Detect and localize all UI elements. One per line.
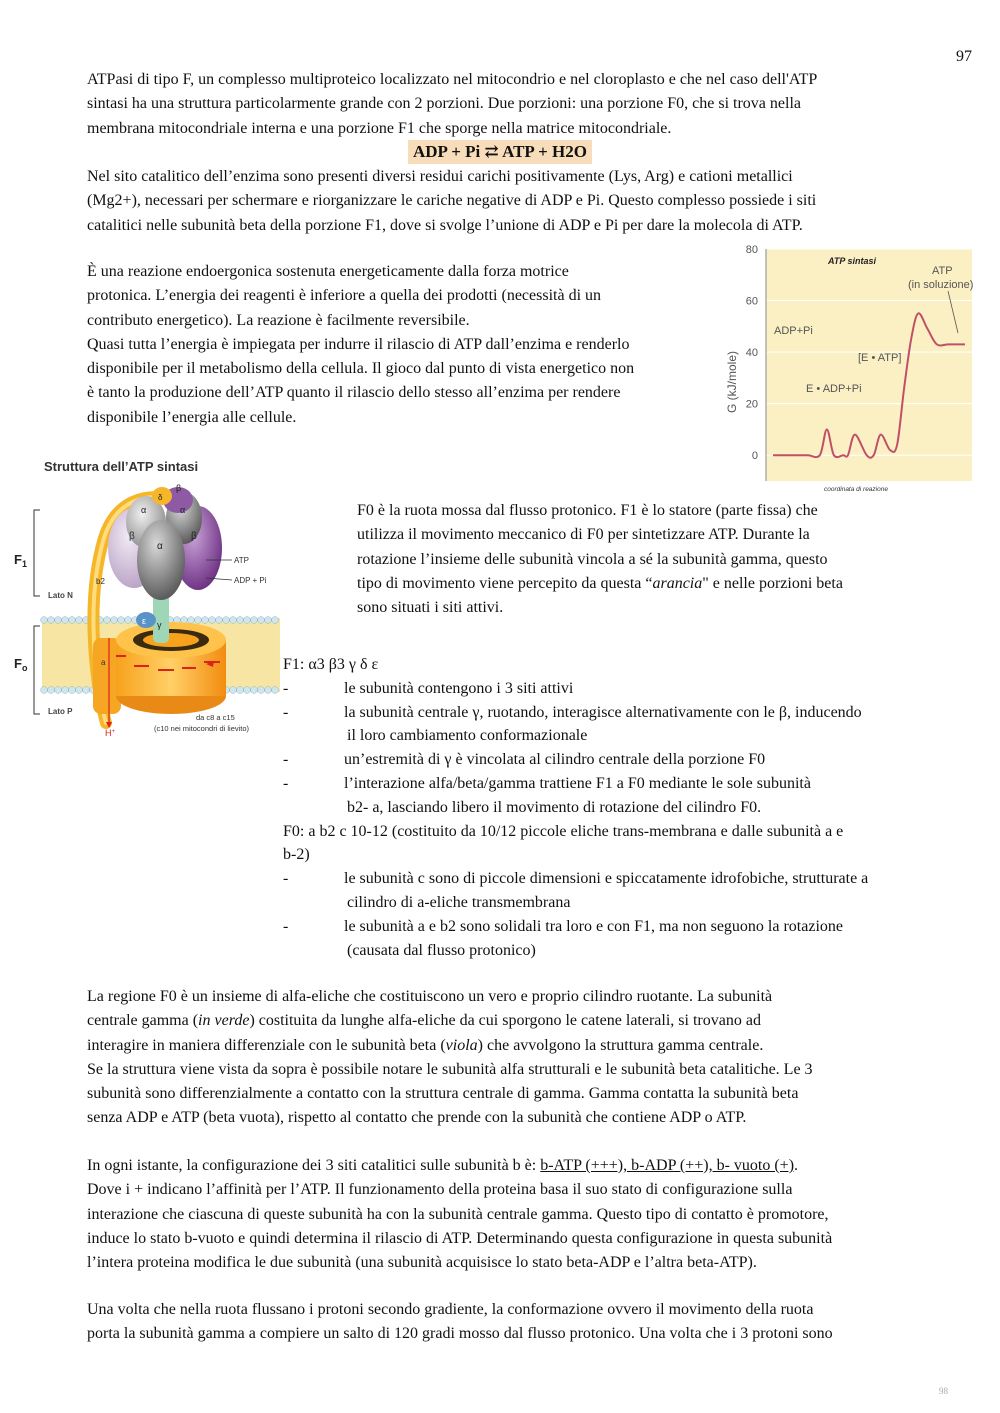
lipid-head — [237, 687, 244, 694]
lipid-head — [195, 617, 202, 624]
text-line: protonica. L’energia dei reagenti è inferiore a quella dei prodotti (necessità di un — [87, 287, 602, 305]
lipid-head — [76, 687, 83, 694]
list-item-text: le subunità c sono di piccole dimensioni e spiccatamente idrofobiche, strutturate a — [344, 870, 869, 888]
f0-paragraph — [357, 499, 957, 620]
alpha-subunit-center — [137, 520, 185, 600]
bullet-dash: - — [283, 703, 289, 721]
delta-label: δ — [158, 493, 163, 502]
bullet-dash: - — [283, 679, 289, 697]
text-line: Una volta che nella ruota flussano i protoni secondo gradiente, la conformazione ovvero il movimento della ruota — [87, 1301, 814, 1318]
lipid-head — [188, 617, 195, 624]
endergonic-paragraph — [87, 260, 727, 430]
list-item-text: un’estremità di γ è vincolata al cilindro centrale della porzione F0 — [344, 751, 766, 769]
annotation-atp-line2: (in soluzione) — [908, 279, 974, 291]
c-subunit-label: da c8 a c15 — [196, 713, 235, 722]
lipid-head — [69, 617, 76, 624]
lipid-head — [62, 687, 69, 694]
beta-label-top: β — [176, 483, 182, 493]
page-number: 97 — [956, 48, 972, 65]
list-item-text: l’interazione alfa/beta/gamma trattiene F1 a F0 mediante le sole subunità — [344, 774, 811, 792]
text-line: disponibile l’energia alle cellule. — [87, 408, 297, 426]
alpha-label-right: α — [180, 505, 186, 515]
text-line — [87, 1009, 959, 1033]
bullet-dash: - — [283, 751, 289, 769]
text-span: ) che avvolgono la struttura gamma centrale. — [477, 1036, 764, 1054]
text-line: induce lo stato b-vuoto e quindi determina il rilascio di ATP. Determinando questa configurazione in questa subunità — [87, 1229, 833, 1247]
text-line: utilizza il movimento meccanico di F0 per sintetizzare ATP. Durante la — [357, 526, 810, 544]
equation-row — [0, 140, 1000, 164]
adp-label: ADP + Pi — [234, 576, 267, 585]
text-line: Nel sito catalitico dell’enzima sono presenti diversi residui carichi positivamente (Lys, Arg) e cationi metallici — [87, 168, 793, 185]
bullet-dash: - — [283, 917, 289, 935]
reaction-equation: ADP + Pi ⇄ ATP + H2O — [408, 140, 592, 164]
alpha-label-center: α — [157, 541, 163, 552]
lato-p-label: Lato P — [48, 707, 73, 716]
lipid-head — [76, 617, 83, 624]
y-axis-label: G (kJ/mole) — [725, 350, 739, 413]
text-line: interazione che ciascuna di queste subunità ha con la subunità centrale gamma. Questo tipo di contatto è promotore, — [87, 1205, 829, 1223]
lato-n-label: Lato N — [48, 591, 73, 600]
text-span: tipo di movimento viene percepito da questa “ — [357, 574, 653, 592]
lipid-head — [223, 617, 230, 624]
atp-synthase-structure-figure — [6, 478, 281, 748]
list-item-continuation: il loro cambiamento conformazionale — [347, 727, 588, 745]
text-line: La regione F0 è un insieme di alfa-eliche che costituiscono un vero e proprio cilindro ruotante. La subunità — [87, 988, 773, 1005]
list-item — [283, 772, 963, 820]
fo-label: $F_o$ — [14, 656, 28, 673]
subunit-list — [283, 653, 963, 962]
lipid-head — [272, 687, 279, 694]
lipid-head — [209, 617, 216, 624]
text-span: " e nelle porzioni beta — [702, 574, 843, 592]
region-paragraph — [87, 985, 959, 1131]
annotation-e-adp-pi: E • ADP+Pi — [806, 383, 862, 395]
final-paragraph — [87, 1298, 959, 1347]
text-line: subunità sono differenzialmente a contatto con la struttura centrale di gamma. Gamma contatta la subunità beta — [87, 1085, 799, 1103]
text-line: porta la subunità gamma a compiere un salto di 120 gradi mosso dal flusso protonico. Una volta che i 3 protoni sono — [87, 1325, 833, 1343]
list-item-continuation: cilindro di a-eliche transmembrana — [347, 893, 571, 911]
bullet-dash: - — [283, 774, 289, 792]
lipid-head — [216, 617, 223, 624]
annotation-atp-line1: ATP — [932, 265, 953, 277]
beta-label-right: β — [191, 531, 197, 542]
y-tick-label: 60 — [745, 295, 758, 308]
lipid-head — [202, 617, 209, 624]
hplus-label: H+ — [105, 728, 116, 738]
intro-paragraph — [87, 68, 959, 141]
lipid-head — [41, 687, 48, 694]
text-span: ) costituita da lunghe alfa-eliche da cui sporgono le catene laterali, si trovano ad — [249, 1012, 761, 1030]
text-line — [87, 1154, 959, 1178]
lipid-head — [104, 617, 111, 624]
lipid-head — [125, 617, 132, 624]
lipid-head — [244, 687, 251, 694]
text-line: membrana mitocondriale interna e una porzione F1 che sporge nella matrice mitocondriale. — [87, 119, 672, 137]
alpha-label-left: α — [141, 505, 147, 515]
text-line: l’intera proteina modifica le due subunità (una subunità acquisisce lo stato beta-ADP e l’altra beta-ATP). — [87, 1254, 757, 1272]
lipid-head — [118, 617, 125, 624]
c-subunit-note: (c10 nei mitocondri di lievito) — [154, 724, 250, 733]
f0-heading-cont: b-2) — [283, 846, 310, 864]
lipid-head — [258, 617, 265, 624]
lipid-head — [83, 687, 90, 694]
text-span: centrale gamma ( — [87, 1012, 199, 1030]
annotation-e-atp: [E • ATP] — [858, 352, 902, 364]
lipid-head — [111, 617, 118, 624]
text-line: È una reazione endoergonica sostenuta energeticamente dalla forza motrice — [87, 263, 569, 280]
lipid-head — [41, 617, 48, 624]
text-line: rotazione l’insieme delle subunità vincola a sé la subunità gamma, questo — [357, 550, 828, 568]
lipid-head — [251, 687, 258, 694]
lipid-head — [265, 687, 272, 694]
list-item-text: la subunità centrale γ, ruotando, interagisce alternativamente con le β, inducendo — [344, 703, 862, 721]
atp-label: ATP — [234, 556, 249, 565]
configuration-paragraph — [87, 1154, 959, 1275]
text-line: sintasi ha una struttura particolarmente grande con 2 porzioni. Due porzioni: una porzione F0, che si trova nella — [87, 95, 801, 113]
list-item — [283, 867, 963, 915]
y-tick-label: 40 — [745, 347, 758, 360]
b2-label: b2 — [96, 577, 105, 586]
text-span: . — [794, 1157, 799, 1174]
italic-span: viola — [445, 1036, 478, 1054]
f1-heading: F1: α3 β3 γ δ ε — [283, 656, 379, 673]
lipid-head — [258, 687, 265, 694]
text-span: In ogni istante, la configurazione dei 3 siti catalitici sulle subunità b è: — [87, 1157, 541, 1174]
bullet-dash: - — [283, 870, 289, 888]
text-line — [87, 1034, 959, 1058]
y-tick-label: 20 — [745, 398, 758, 411]
lipid-head — [55, 617, 62, 624]
list-item-continuation: b2- a, lasciando libero il movimento di rotazione del cilindro F0. — [347, 798, 762, 816]
list-item — [283, 701, 963, 749]
list-item-text: le subunità a e b2 sono solidali tra loro e con F1, ma non seguono la rotazione — [344, 917, 843, 935]
list-item — [283, 915, 963, 963]
lipid-head — [265, 617, 272, 624]
catalytic-paragraph — [87, 165, 959, 238]
lipid-head — [237, 617, 244, 624]
lipid-head — [244, 617, 251, 624]
list-item — [283, 748, 963, 772]
underlined-span: b-ATP (+++), b-ADP (++), b- vuoto (+) — [540, 1157, 795, 1174]
annotation-adp-pi: ADP+Pi — [774, 325, 813, 337]
text-line: senza ADP e ATP (beta vuota), rispetto al contatto che prende con la subunità che contiene ADP o ATP. — [87, 1109, 747, 1127]
text-span: interagire in maniera differenziale con le subunità beta ( — [87, 1036, 446, 1054]
chart-title: ATP sintasi — [828, 256, 877, 266]
epsilon-label: ε — [142, 616, 147, 626]
text-line: Quasi tutta l’energia è impiegata per indurre il rilascio di ATP dall’enzima e renderlo — [87, 335, 630, 353]
list-item — [283, 677, 963, 701]
lipid-head — [230, 617, 237, 624]
y-tick-label: 80 — [745, 244, 758, 256]
text-line — [357, 572, 957, 596]
beta-label-left: β — [129, 531, 135, 542]
text-line: disponibile per il metabolismo della cellula. Il gioco dal punto di vista energetico non — [87, 360, 635, 378]
text-line: è tanto la produzione dell’ATP quanto il rilascio dello stesso all’enzima per rendere — [87, 384, 621, 402]
text-line: sono situati i siti attivi. — [357, 599, 504, 617]
lipid-head — [62, 617, 69, 624]
footer-page-number: 98 — [939, 1386, 948, 1396]
y-tick-label: 0 — [751, 450, 758, 463]
lipid-head — [55, 687, 62, 694]
lipid-head — [48, 687, 55, 694]
text-line: contributo energetico). La reazione è facilmente reversibile. — [87, 311, 470, 329]
gamma-label: γ — [157, 620, 162, 630]
list-item-continuation: (causata dal flusso protonico) — [347, 941, 536, 959]
text-line: Se la struttura viene vista da sopra è possibile notare le subunità alfa strutturali e le subunità beta catalitiche. Le 3 — [87, 1060, 813, 1078]
text-line: ATPasi di tipo F, un complesso multiproteico localizzato nel mitocondrio e nel cloroplasto e che nel caso dell'ATP — [87, 71, 818, 88]
f0-heading: F0: a b2 c 10-12 (costituito da 10/12 piccole eliche trans-membrana e dalle subunità a e — [283, 822, 844, 840]
arancia-italic: arancia — [652, 574, 703, 592]
list-item-text: le subunità contengono i 3 siti attivi — [344, 679, 574, 697]
lipid-head — [69, 687, 76, 694]
lipid-head — [230, 687, 237, 694]
text-line: Dove i + indicano l’affinità per l’ATP. Il funzionamento della proteina basa il suo stato di configurazione sulla — [87, 1181, 793, 1199]
text-line: catalitici nelle subunità beta della porzione F1, dove si svolge l’unione di ADP e Pi per dare la molecola di ATP. — [87, 216, 803, 234]
lipid-head — [272, 617, 279, 624]
structure-title: Struttura dell’ATP sintasi — [44, 459, 199, 474]
italic-span: in verde — [198, 1012, 250, 1030]
text-line: F0 è la ruota mossa dal flusso protonico. F1 è lo statore (parte fissa) che — [357, 502, 818, 519]
f1-label: $F_1$ — [14, 552, 27, 569]
lipid-head — [48, 617, 55, 624]
lipid-head — [251, 617, 258, 624]
energy-diagram-chart — [722, 243, 977, 493]
x-axis-label: coordinata di reazione — [824, 486, 888, 493]
text-line: (Mg2+), necessari per schermare e riorganizzare le cariche negative di ADP e Pi. Questo complesso possiede i siti — [87, 192, 817, 210]
a-label: a — [101, 658, 106, 667]
